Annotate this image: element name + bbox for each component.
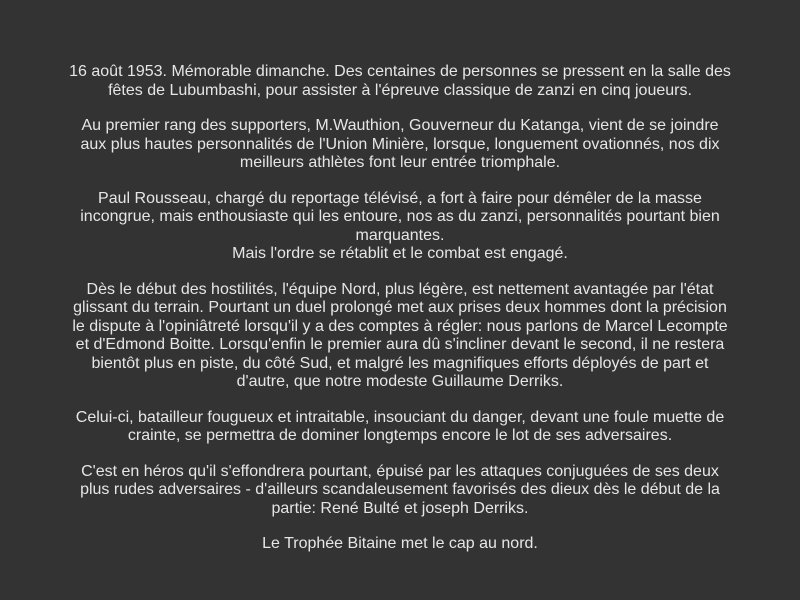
paragraph-2 <box>24 117 776 173</box>
text-line: le dispute à l'opiniâtreté lorsqu'il y a des comptes à régler: nous parlons de Marcel Lecompte <box>72 317 728 335</box>
text-line: Le Trophée Bitaine met le cap au nord. <box>262 535 538 552</box>
text-line: Mais l'ordre se rétablit et le combat est engagé. <box>232 245 568 262</box>
text-line: Dès le début des hostilités, l'équipe Nord, plus légère, est nettement avantagée par l'état <box>86 280 714 298</box>
text-line: fêtes de Lubumbashi, pour assister à l'épreuve classique de zanzi en cinq joueurs. <box>108 81 692 99</box>
paragraph-4 <box>24 281 776 392</box>
text-line: 16 août 1953. Mémorable dimanche. Des centaines de personnes se pressent en la salle des <box>69 63 731 80</box>
text-line: bientôt plus en piste, du côté Sud, et malgré les magnifiques efforts déployés de part et <box>91 354 709 372</box>
paragraph-6 <box>24 463 776 519</box>
text-line: et d'Edmond Boitte. Lorsqu'enfin le premier aura dû s'incliner devant le second, il ne restera <box>75 336 725 353</box>
text-line: glissant du terrain. Pourtant un duel prolongé met aux prises deux hommes dont la précision <box>73 299 727 316</box>
text-line: meilleurs athlètes font leur entrée triomphale. <box>239 154 561 171</box>
paragraph-5 <box>24 409 776 446</box>
paragraph-7 <box>24 535 776 554</box>
text-line: marquantes. <box>355 226 445 244</box>
text-line: aux plus hautes personnalités de l'Union Minière, lorsque, longuement ovationnés, nos dix <box>80 135 720 153</box>
text-line: partie: René Bulté et joseph Derriks. <box>271 499 529 517</box>
text-line: plus rudes adversaires - d'ailleurs scandaleusement favorisés des dieux dès le début de la <box>80 481 720 498</box>
text-line: Au premier rang des supporters, M.Wauthion, Gouverneur du Katanga, vient de se joindre <box>81 117 719 134</box>
text-line: crainte, se permettra de dominer longtemps encore le lot de ses adversaires. <box>127 427 673 444</box>
text-line: Paul Rousseau, chargé du reportage télévisé, a fort à faire pour démêler de la masse <box>98 189 702 207</box>
paragraph-3 <box>24 190 776 264</box>
text-line: incongrue, mais enthousiaste qui les entoure, nos as du zanzi, personnalités pourtant bien <box>80 208 720 225</box>
text-line: C'est en héros qu'il s'effondrera pourtant, épuisé par les attaques conjuguées de ses deux <box>81 462 719 480</box>
text-line: Celui-ci, batailleur fougueux et intraitable, insouciant du danger, devant une foule muette de <box>75 408 725 426</box>
paragraph-1 <box>24 63 776 100</box>
text-line: d'autre, que notre modeste Guillaume Derriks. <box>236 373 564 390</box>
